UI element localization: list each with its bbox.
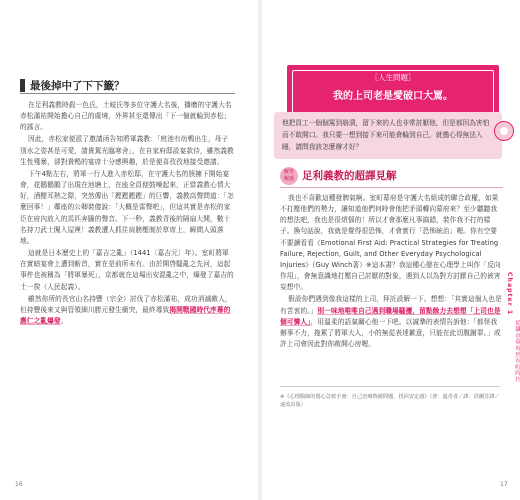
chapter-label: Chapter 1	[506, 272, 513, 316]
left-page	[0, 0, 258, 500]
answer-title: 足利義教的超譯見解	[302, 170, 397, 182]
face-icon	[500, 127, 508, 135]
answer-badge	[280, 167, 298, 185]
paragraph: 這就是日本歷史上的「嘉吉之亂」（1441〔嘉吉元〕年）。室町將軍在實暗宴會上遭到斬首，實在是前所未有。由於開啓騷亂之先河，這起事件也被稱為「將軍暴死」，京都就在這場出安混亂之中，爆發了嘉吉的土一揆（人民起義）。	[20, 249, 234, 291]
answer-rule	[280, 187, 503, 188]
section-heading	[20, 78, 235, 93]
person-icon	[494, 121, 514, 141]
paragraph-last	[20, 294, 235, 327]
heading-marker	[20, 79, 25, 92]
question-label: ［人生問題］	[370, 73, 416, 82]
paragraph: 在足利義教時殺一色氏，土岐氏等多位守護大名後，播磨的守護大名赤松滿祐開始擔心自己的處境，外界甚至還傳出「下一個就輪到赤松」的謠言。	[20, 101, 232, 132]
question-bubble	[274, 112, 502, 159]
paragraph: 我也不喜歡這種發脾氣啊。室町幕府是守護大名組成的聯合政權，如果不打壓他們的勢力，讓知道他們何時會他把矛頭轉向幕府來？至少聽聽我的想法吧，我也是很煩惱的！所以才會那麼凡事搞錯，裝作我不打的樣子。換句話說，我就是覺得很恐怖，才會實行「恐怖統治」喔。你有空要不要讀看看《Emotional First Aid: Practical Strategies for Treating Failure, Rejection, Guilt, and Other Everyday Psychological Injuries》（Guy Winch著）※這本書？我這種心態在心理學上叫作「反向作用」，會無意識地打壓自己討厭的對象，遇到人以為對方討厭自己的被害妄想中。	[280, 194, 501, 292]
right-page	[262, 0, 520, 500]
footnote: ※《心理醫師的傷心急救手冊：自己治療情緒問題，找回安定感》（著：溫奇者／譯：洪蘭芳譯／遠流出版）	[280, 394, 500, 408]
question-text: 他把員工一個個罵到崩潰，留下來的人也非常討厭他，但是都因為害怕而不敢開口。我只要一想到接下來可能會輪到自己，就擔心得無法入睡，請問我該怎麼辦才好？	[282, 119, 490, 151]
paragraph-highlighted	[280, 294, 502, 350]
answer-badge-label: 解答 解惑	[283, 169, 294, 182]
page-number-left: 16	[15, 481, 23, 488]
highlighted-text: 揭開戰國時代序幕的應仁之亂爆發	[20, 305, 231, 325]
chapter-subtitle: 從鎌倉幕府到室町時代	[514, 320, 520, 383]
page-number-right: 17	[500, 481, 508, 488]
section-title: 最後掉中了下下籤？	[30, 80, 125, 92]
paragraph-lead: 假設你們遇到像我這樣的上司，拜託設解一下。想想：「其實這個人也是有苦衷的。」	[280, 295, 502, 315]
heading-rule	[20, 93, 235, 94]
question-title: 我的上司老是愛破口大罵。	[333, 91, 453, 102]
left-body-text	[20, 100, 235, 328]
right-body-text	[280, 193, 502, 351]
paragraph-end: ，用溫柔的語氣關心他一下吧。以誠摯的表情告訴他：「都怪我辦事不力，拖累了將軍大人，小的無從表達歉意，只能在此切腹謝罪。」或許上司會因此對你敞開心房喔。	[280, 317, 501, 349]
paragraph: 下午4點左右，將軍一行人進入赤松邸，在守護大名的簇擁下開始宴會，花鵝鵝鵝了出現在池塘上，在座全員便鼓噪起來，正當義教心情大好，酒酣耳熱之際，突然傳出「鏗鏗鏗鏗」的巨響，義教高聲問道：「怎麼回事！」鄰座的公卿裝傻說：「大概是雷聲吧」，但這其實是赤松的家臣在府內放入的馬匹奔騰的聲音。下一秒，義教背後的隔扇大開，數十名持刀武士闖入屋裡！義教遭人抓住肩膀壓制於草席上，瞬間人頭落地。	[20, 169, 234, 245]
paragraph-lead: 雖然你所的長官山名持豐（宗全）討伐了赤松滿祐，成功消滅敵人，但持豐後來又與管領細川勝元發生衝突，最終導致	[20, 294, 232, 314]
paragraph-end: 。	[60, 316, 68, 325]
highlighted-text: 別一味地唯唯自己遇到職場騷擾，留點餘力去想想「上司也是個可憐人」	[280, 306, 501, 326]
paragraph: 因此，赤松家便派了邀請函告知將軍義教：「庭池有幼鴨出生，母子別水之姿甚是可愛，請貴駕光臨寒舍」，在自家府邸設宴款待，雖然義教生性殘暴，卻對貴鴨的宴席十分感興趣，於是便喜孜孜地接受邀請。	[20, 135, 234, 166]
footnote-rule	[280, 386, 500, 387]
